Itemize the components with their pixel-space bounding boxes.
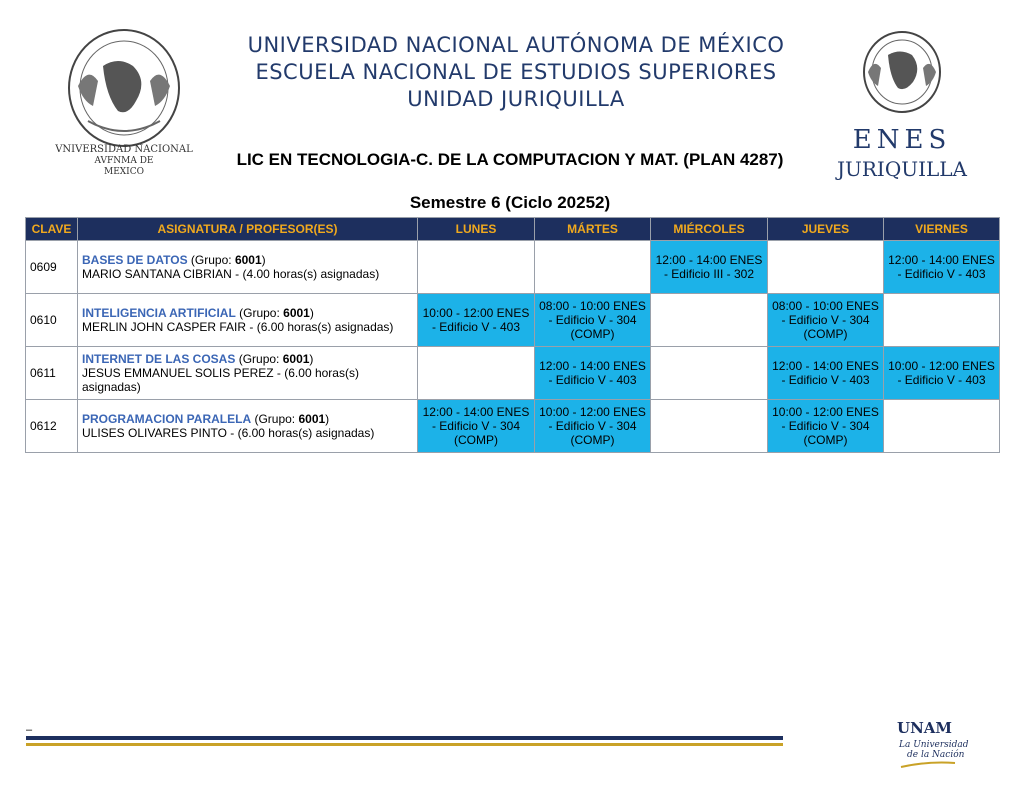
- group-label: (Grupo:: [254, 412, 299, 426]
- enes-logo-text: ENES: [852, 125, 952, 155]
- slot-viernes: 12:00 - 14:00 ENES - Edificio V - 403: [884, 241, 1000, 294]
- slot-lunes: [418, 241, 535, 294]
- slot-jueves: 12:00 - 14:00 ENES - Edificio V - 403: [768, 347, 884, 400]
- professor-name: MERLIN JOHN CASPER FAIR - (6.00 horas(s) asignadas): [82, 320, 394, 334]
- slot-miercoles: [651, 347, 768, 400]
- institution-line-3: UNIDAD JURIQUILLA: [407, 87, 625, 111]
- slot-lunes: 12:00 - 14:00 ENES - Edificio V - 304 (COMP): [418, 400, 535, 453]
- slot-miercoles: [651, 294, 768, 347]
- col-header-miercoles: MIÉRCOLES: [651, 218, 768, 241]
- enes-seal-right: [837, 30, 967, 185]
- group-number: 6001: [283, 306, 310, 320]
- unam-logo-line-2: La Universidad: [899, 740, 969, 750]
- professor-name: MARIO SANTANA CIBRIAN - (4.00 horas(s) asignadas): [82, 267, 380, 281]
- slot-viernes: 10:00 - 12:00 ENES - Edificio V - 403: [884, 347, 1000, 400]
- slot-lunes: [418, 347, 535, 400]
- table-header-row: [26, 218, 1000, 241]
- slot-martes: 08:00 - 10:00 ENES - Edificio V - 304 (COMP): [535, 294, 651, 347]
- subject-cell: BASES DE DATOS (Grupo: 6001) MARIO SANTANA CIBRIAN - (4.00 horas(s) asignadas): [78, 241, 418, 294]
- table-row: [26, 400, 1000, 453]
- slot-viernes: [884, 400, 1000, 453]
- clave-cell: 0611: [26, 347, 78, 400]
- table-row: [26, 294, 1000, 347]
- unam-seal-left: [55, 26, 193, 177]
- program-title: LIC EN TECNOLOGIA-C. DE LA COMPUTACION Y MAT. (PLAN 4287): [236, 150, 784, 169]
- clave-cell: 0609: [26, 241, 78, 294]
- footer-dash: –: [26, 724, 33, 736]
- institution-title: [232, 32, 800, 113]
- slot-jueves: 08:00 - 10:00 ENES - Edificio V - 304 (COMP): [768, 294, 884, 347]
- seal-text-line-3: MEXICO: [103, 167, 145, 177]
- col-header-jueves: JUEVES: [768, 218, 884, 241]
- clave-cell: 0610: [26, 294, 78, 347]
- unam-nation-logo: [893, 713, 969, 773]
- clave-cell: 0612: [26, 400, 78, 453]
- group-number: 6001: [234, 253, 262, 267]
- institution-line-2: ESCUELA NACIONAL DE ESTUDIOS SUPERIORES: [255, 60, 777, 84]
- subject-name: INTELIGENCIA ARTIFICIAL: [82, 306, 236, 320]
- professor-name: JESUS EMMANUEL SOLIS PEREZ - (6.00 horas(s) asignadas): [82, 366, 359, 394]
- group-label: (Grupo:: [190, 253, 235, 267]
- group-label: (Grupo:: [239, 306, 284, 320]
- institution-line-1: UNIVERSIDAD NACIONAL AUTÓNOMA DE MÉXICO: [247, 33, 785, 57]
- footer-stripe-gold: [26, 743, 783, 746]
- seal-text-line-1: VNIVERSIDAD NACIONAL: [55, 144, 193, 155]
- slot-viernes: [884, 294, 1000, 347]
- subject-cell: PROGRAMACION PARALELA (Grupo: 6001) ULISES OLIVARES PINTO - (6.00 horas(s) asignadas): [78, 400, 418, 453]
- slot-jueves: [768, 241, 884, 294]
- subject-name: INTERNET DE LAS COSAS: [82, 352, 236, 366]
- semester-title: Semestre 6 (Ciclo 20252): [409, 193, 611, 212]
- slot-martes: 10:00 - 12:00 ENES - Edificio V - 304 (COMP): [535, 400, 651, 453]
- professor-name: ULISES OLIVARES PINTO - (6.00 horas(s) asignadas): [82, 426, 375, 440]
- slot-miercoles: [651, 400, 768, 453]
- subject-cell: INTERNET DE LAS COSAS (Grupo: 6001) JESUS EMMANUEL SOLIS PEREZ - (6.00 horas(s) asignadas): [78, 347, 418, 400]
- juriquilla-logo-text: JURIQUILLA: [837, 157, 967, 181]
- col-header-martes: MÁRTES: [535, 218, 651, 241]
- col-header-clave: CLAVE: [26, 218, 78, 241]
- unam-logo-line-3: de la Nación: [907, 750, 965, 760]
- slot-martes: 12:00 - 14:00 ENES - Edificio V - 403: [535, 347, 651, 400]
- subject-cell: INTELIGENCIA ARTIFICIAL (Grupo: 6001) MERLIN JOHN CASPER FAIR - (6.00 horas(s) asignadas): [78, 294, 418, 347]
- slot-jueves: 10:00 - 12:00 ENES - Edificio V - 304 (COMP): [768, 400, 884, 453]
- group-number: 6001: [298, 412, 326, 426]
- col-header-asignatura: ASIGNATURA / PROFESOR(ES): [78, 218, 418, 241]
- seal-text-line-2: AVFNMA DE: [94, 156, 154, 166]
- subject-name: BASES DE DATOS: [82, 253, 188, 267]
- table-row: [26, 347, 1000, 400]
- subject-name: PROGRAMACION PARALELA: [82, 412, 252, 426]
- slot-lunes: 10:00 - 12:00 ENES - Edificio V - 403: [418, 294, 535, 347]
- slot-martes: [535, 241, 651, 294]
- col-header-viernes: VIERNES: [884, 218, 1000, 241]
- group-number: 6001: [282, 352, 310, 366]
- unam-logo-word: UNAM: [897, 719, 953, 737]
- footer-stripe-navy: [26, 736, 783, 740]
- schedule-table: [25, 217, 1000, 453]
- slot-miercoles: 12:00 - 14:00 ENES - Edificio III - 302: [651, 241, 768, 294]
- col-header-lunes: LUNES: [418, 218, 535, 241]
- group-label: (Grupo:: [238, 352, 283, 366]
- table-row: [26, 241, 1000, 294]
